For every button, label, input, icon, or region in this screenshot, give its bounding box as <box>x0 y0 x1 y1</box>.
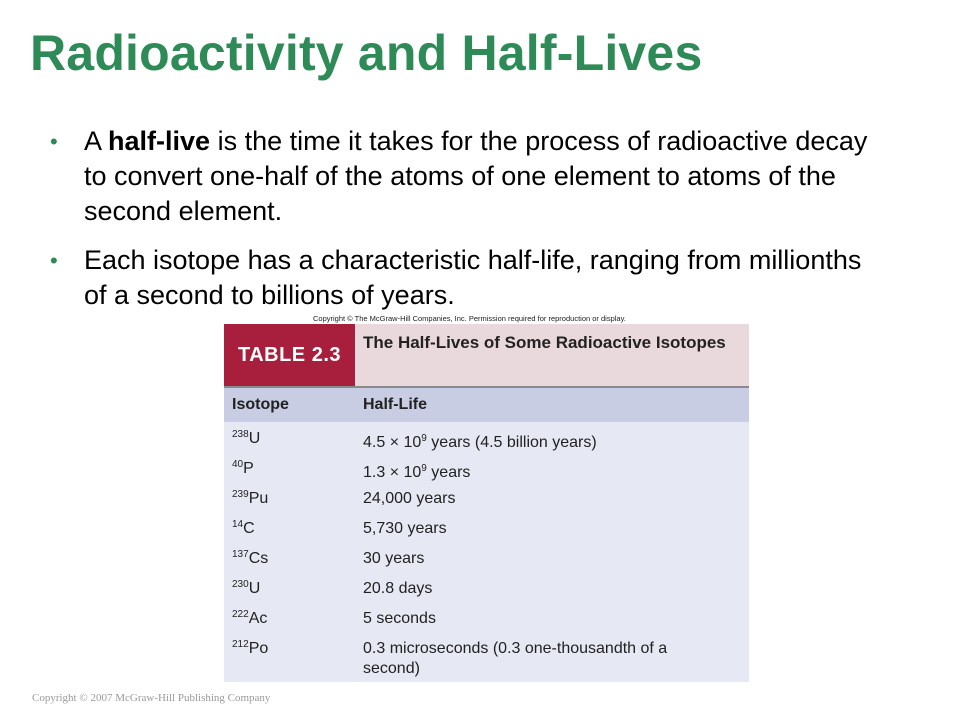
bullet-item-isotope <box>50 243 880 313</box>
mass-number: 238 <box>232 429 249 440</box>
exponent: 9 <box>421 463 427 474</box>
isotope-cell <box>232 519 255 538</box>
half-life-cell: 5 seconds <box>363 610 436 627</box>
element-symbol: Pu <box>248 490 269 507</box>
half-life-table <box>224 324 749 682</box>
mass-number: 239 <box>232 489 249 500</box>
half-life-cell: 24,000 years <box>363 490 456 507</box>
mass-number: 40 <box>232 459 244 470</box>
bullet-term: half-live <box>108 126 211 156</box>
footer-copyright: Copyright © 2007 McGraw-Hill Publishing Company <box>32 692 271 704</box>
element-symbol: C <box>243 520 255 537</box>
bullet-marker: • <box>50 248 58 273</box>
half-life-cell: 20.8 days <box>363 580 433 597</box>
table-column-headers <box>224 388 749 422</box>
bullet-item-half-live <box>50 124 880 229</box>
mass-number: 137 <box>232 549 249 560</box>
column-header-half-life: Half-Life <box>363 396 427 413</box>
mass-number: 230 <box>232 579 249 590</box>
exponent: 9 <box>421 433 427 444</box>
element-symbol: U <box>248 430 261 447</box>
element-symbol: Po <box>248 640 269 657</box>
table-heading <box>224 324 749 388</box>
bullet-text-prefix: A <box>84 126 109 156</box>
isotope-cell <box>232 429 260 448</box>
half-life-cell <box>363 459 733 483</box>
bullet-text: Each isotope has a characteristic half-life, ranging from millionths of a second to billions of years. <box>84 245 862 310</box>
isotope-cell <box>232 489 268 508</box>
half-life-value: 1.3 × 10 <box>363 464 422 481</box>
isotope-cell <box>232 609 267 628</box>
element-symbol: P <box>243 460 254 477</box>
element-symbol: Ac <box>248 610 268 627</box>
slide-title: Radioactivity and Half-Lives <box>30 25 703 81</box>
isotope-cell <box>232 639 268 658</box>
bullet-marker: • <box>50 129 58 154</box>
half-life-tail: years <box>426 464 471 481</box>
mass-number: 212 <box>232 639 249 650</box>
element-symbol: Cs <box>248 550 269 567</box>
column-header-isotope: Isotope <box>232 396 289 413</box>
half-life-value: 4.5 × 10 <box>363 434 422 451</box>
half-life-cell: 5,730 years <box>363 520 447 537</box>
half-life-cell: 0.3 microseconds (0.3 one-thousandth of a second) <box>363 640 668 677</box>
half-life-cell <box>363 429 733 453</box>
table-caption: The Half-Lives of Some Radioactive Isotopes <box>363 333 726 352</box>
isotope-cell <box>232 549 268 568</box>
half-life-cell: 30 years <box>363 550 425 567</box>
element-symbol: U <box>248 580 261 597</box>
mass-number: 222 <box>232 609 249 620</box>
table-copyright-notice: Copyright © The McGraw-Hill Companies, Inc. Permission required for reproduction or display. <box>313 314 626 323</box>
mass-number: 14 <box>232 519 244 530</box>
bullet-list <box>50 124 880 327</box>
bullet-text-body: is the time it takes for the process of radioactive decay to convert one-half of the atoms of one element to atoms of the second element. <box>84 126 868 226</box>
table-number-label: TABLE 2.3 <box>224 324 355 386</box>
isotope-cell <box>232 459 254 478</box>
half-life-tail: years (4.5 billion years) <box>426 434 597 451</box>
isotope-cell <box>232 579 260 598</box>
